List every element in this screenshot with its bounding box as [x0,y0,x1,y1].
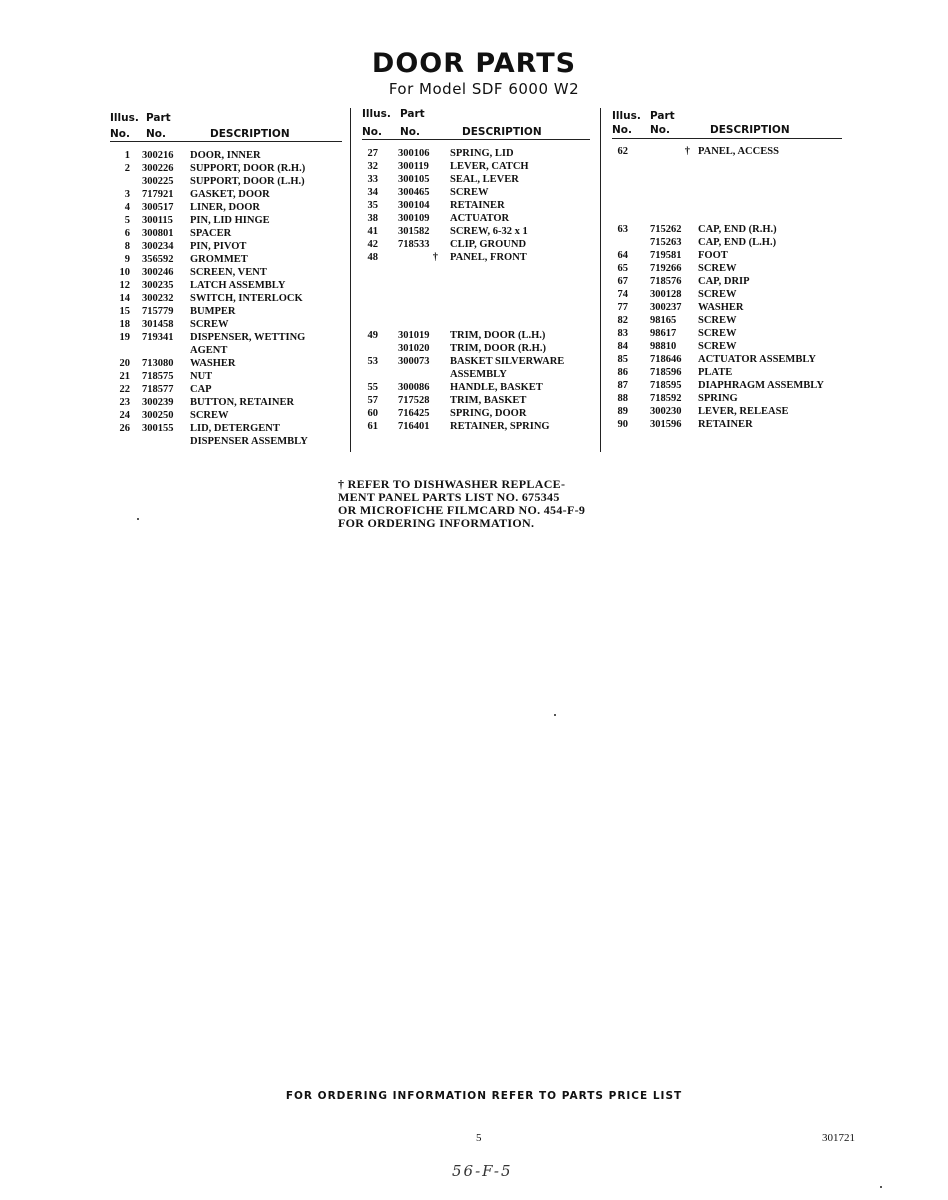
part-number: 300115 [142,215,173,226]
page-number: 5 [476,1132,482,1144]
part-number: 717528 [398,395,430,406]
part-number: 301458 [142,319,174,330]
part-description: SPRING, DOOR [450,408,527,419]
part-number: 300250 [142,410,174,421]
illus-number: 85 [617,354,628,365]
part-number: 301582 [398,226,430,237]
illus-number: 27 [367,148,378,159]
note-line: OR MICROFICHE FILMCARD NO. 454-F-9 [338,503,586,517]
part-number: 301020 [398,343,430,354]
part-number: 300216 [142,150,174,161]
illus-number: 86 [617,367,628,378]
header-illus: Illus. [110,112,139,124]
part-number: † [432,252,438,263]
part-number: 300119 [398,161,429,172]
illus-number: 14 [119,293,130,304]
part-number: 300237 [650,302,682,313]
part-description: ASSEMBLY [450,369,507,380]
part-number: 715779 [142,306,174,317]
part-description: SCREW [190,319,229,330]
part-description: PIN, PIVOT [190,241,247,252]
illus-number: 88 [617,393,628,404]
illus-number: 62 [617,146,628,157]
illus-number: 6 [124,228,130,239]
part-number: 300234 [142,241,174,252]
part-number: 300226 [142,163,174,174]
page-title: DOOR PARTS [371,48,577,79]
illus-number: 90 [617,419,628,430]
part-description: GASKET, DOOR [190,189,270,200]
part-number: 300465 [398,187,430,198]
illus-number: 26 [119,423,130,434]
part-number: 356592 [142,254,174,265]
illus-number: 12 [119,280,130,291]
part-description: DIAPHRAGM ASSEMBLY [698,380,824,391]
part-description: SCREW [698,263,737,274]
part-description: PANEL, FRONT [450,252,527,263]
column-divider [600,108,601,452]
header-illus: Illus. [612,110,641,122]
part-description: BUTTON, RETAINER [190,397,295,408]
header-part: Part [400,108,425,120]
part-number: 718595 [650,380,682,391]
illus-number: 83 [617,328,628,339]
illus-number: 23 [119,397,130,408]
part-number: 719341 [142,332,174,343]
part-number: 718577 [142,384,174,395]
illus-number: 8 [124,241,130,252]
part-number: 300235 [142,280,174,291]
part-number: † [684,146,690,157]
illus-number: 67 [617,276,628,287]
header-rule [612,138,842,139]
part-description: CAP, END (R.H.) [698,224,777,235]
ordering-footer: FOR ORDERING INFORMATION REFER TO PARTS PRICE LIST [285,1090,683,1102]
page-subtitle: For Model SDF 6000 W2 [388,80,580,98]
header-illus: Illus. [362,108,391,120]
illus-number: 53 [367,356,378,367]
part-description: RETAINER [698,419,753,430]
part-number: 300801 [142,228,174,239]
part-description: LATCH ASSEMBLY [190,280,286,291]
part-description: SCREW [450,187,489,198]
header-rule [362,139,590,140]
part-description: LEVER, RELEASE [698,406,789,417]
column-divider [350,108,351,452]
part-description: ACTUATOR ASSEMBLY [698,354,816,365]
part-description: TRIM, DOOR (L.H.) [450,330,546,341]
part-number: 715263 [650,237,682,248]
part-description: BASKET SILVERWARE [450,356,565,367]
part-description: WASHER [190,358,236,369]
illus-number: 22 [119,384,130,395]
header-rule [110,141,342,142]
illus-number: 63 [617,224,628,235]
part-description: ACTUATOR [450,213,510,224]
part-description: SUPPORT, DOOR (L.H.) [190,176,305,187]
illus-number: 74 [617,289,628,300]
scan-speck [880,1186,882,1188]
part-description: CAP, END (L.H.) [698,237,777,248]
note-line: MENT PANEL PARTS LIST NO. 675345 [338,490,560,504]
note-line: FOR ORDERING INFORMATION. [338,516,535,530]
header-part: Part [146,112,171,124]
part-description: SCREW [698,328,737,339]
note-line: † REFER TO DISHWASHER REPLACE- [338,477,566,491]
part-description: LEVER, CATCH [450,161,529,172]
part-description: SCREW [190,410,229,421]
illus-number: 33 [367,174,378,185]
part-description: LID, DETERGENT [190,423,280,434]
part-number: 718592 [650,393,682,404]
part-description: PANEL, ACCESS [698,146,779,157]
part-description: GROMMET [190,254,248,265]
illus-number: 21 [119,371,130,382]
part-description: SWITCH, INTERLOCK [190,293,303,304]
part-description: SCREW, 6-32 x 1 [450,226,528,237]
header-part: Part [650,110,675,122]
illus-number: 1 [124,150,130,161]
part-number: 300105 [398,174,430,185]
illus-number: 65 [617,263,628,274]
illus-number: 5 [124,215,130,226]
header-description: DESCRIPTION [462,126,542,138]
header-part-no: No. [400,126,420,138]
illus-number: 10 [119,267,130,278]
part-description: SCREW [698,315,737,326]
illus-number: 19 [119,332,130,343]
illus-number: 87 [617,380,628,391]
part-number: 718533 [398,239,430,250]
illus-number: 3 [124,189,130,200]
illus-number: 9 [124,254,130,265]
part-number: 718576 [650,276,682,287]
part-number: 718646 [650,354,682,365]
header-part-no: No. [146,128,166,140]
illus-number: 48 [367,252,378,263]
illus-number: 64 [617,250,628,261]
part-description: RETAINER, SPRING [450,421,550,432]
part-description: SPRING, LID [450,148,514,159]
illus-number: 77 [617,302,628,313]
illus-number: 32 [367,161,378,172]
part-number: 713080 [142,358,174,369]
part-description: PLATE [698,367,733,378]
part-description: AGENT [190,345,228,356]
part-number: 98165 [650,315,677,326]
part-number: 300106 [398,148,430,159]
part-description: SCREW [698,341,737,352]
part-description: CAP [190,384,212,395]
illus-number: 42 [367,239,378,250]
part-number: 300104 [398,200,430,211]
illus-number: 89 [617,406,628,417]
part-description: TRIM, BASKET [450,395,527,406]
part-number: 300230 [650,406,682,417]
part-description: NUT [190,371,213,382]
illus-number: 82 [617,315,628,326]
header-illus-no: No. [110,128,130,140]
header-description: DESCRIPTION [710,124,790,136]
illus-number: 55 [367,382,378,393]
illus-number: 38 [367,213,378,224]
part-description: DISPENSER ASSEMBLY [190,436,308,447]
part-description: HANDLE, BASKET [450,382,543,393]
part-number: 716401 [398,421,430,432]
header-part-no: No. [650,124,670,136]
header-description: DESCRIPTION [210,128,290,140]
part-number: 300073 [398,356,430,367]
part-number: 300517 [142,202,174,213]
part-number: 300109 [398,213,430,224]
part-description: LINER, DOOR [190,202,261,213]
part-number: 716425 [398,408,430,419]
part-number: 300239 [142,397,174,408]
illus-number: 34 [367,187,378,198]
part-description: DOOR, INNER [190,150,261,161]
part-description: SPACER [190,228,232,239]
illus-number: 57 [367,395,378,406]
part-description: SUPPORT, DOOR (R.H.) [190,163,306,174]
document-code: 301721 [822,1132,855,1144]
part-number: 98810 [650,341,677,352]
part-number: 719581 [650,250,682,261]
part-number: 300246 [142,267,174,278]
part-description: FOOT [698,250,728,261]
illus-number: 18 [119,319,130,330]
part-description: SCREW [698,289,737,300]
header-illus-no: No. [362,126,382,138]
illus-number: 35 [367,200,378,211]
illus-number: 41 [367,226,378,237]
part-description: SEAL, LEVER [450,174,519,185]
part-number: 715262 [650,224,682,235]
part-number: 98617 [650,328,677,339]
part-number: 301596 [650,419,682,430]
part-number: 719266 [650,263,682,274]
part-description: PIN, LID HINGE [190,215,270,226]
part-number: 300086 [398,382,430,393]
illus-number: 20 [119,358,130,369]
part-description: SPRING [698,393,738,404]
part-number: 717921 [142,189,174,200]
part-description: CLIP, GROUND [450,239,527,250]
illus-number: 61 [367,421,378,432]
part-description: DISPENSER, WETTING [190,332,306,343]
illus-number: 84 [617,341,628,352]
part-number: 718575 [142,371,174,382]
part-description: SCREEN, VENT [190,267,267,278]
illus-number: 24 [119,410,130,421]
scan-speck [554,714,556,716]
illus-number: 49 [367,330,378,341]
part-description: WASHER [698,302,744,313]
part-number: 300155 [142,423,174,434]
part-description: CAP, DRIP [698,276,750,287]
part-description: TRIM, DOOR (R.H.) [450,343,546,354]
part-number: 300232 [142,293,174,304]
part-number: 718596 [650,367,682,378]
part-number: 300225 [142,176,174,187]
illus-number: 2 [124,163,130,174]
header-illus-no: No. [612,124,632,136]
illus-number: 4 [124,202,130,213]
part-number: 301019 [398,330,430,341]
illus-number: 60 [367,408,378,419]
handwritten-note: 56-F-5 [452,1162,513,1180]
part-description: RETAINER [450,200,505,211]
scan-speck [137,518,139,520]
replacement-panel-note [338,478,585,530]
illus-number: 15 [119,306,130,317]
part-number: 300128 [650,289,682,300]
part-description: BUMPER [190,306,236,317]
